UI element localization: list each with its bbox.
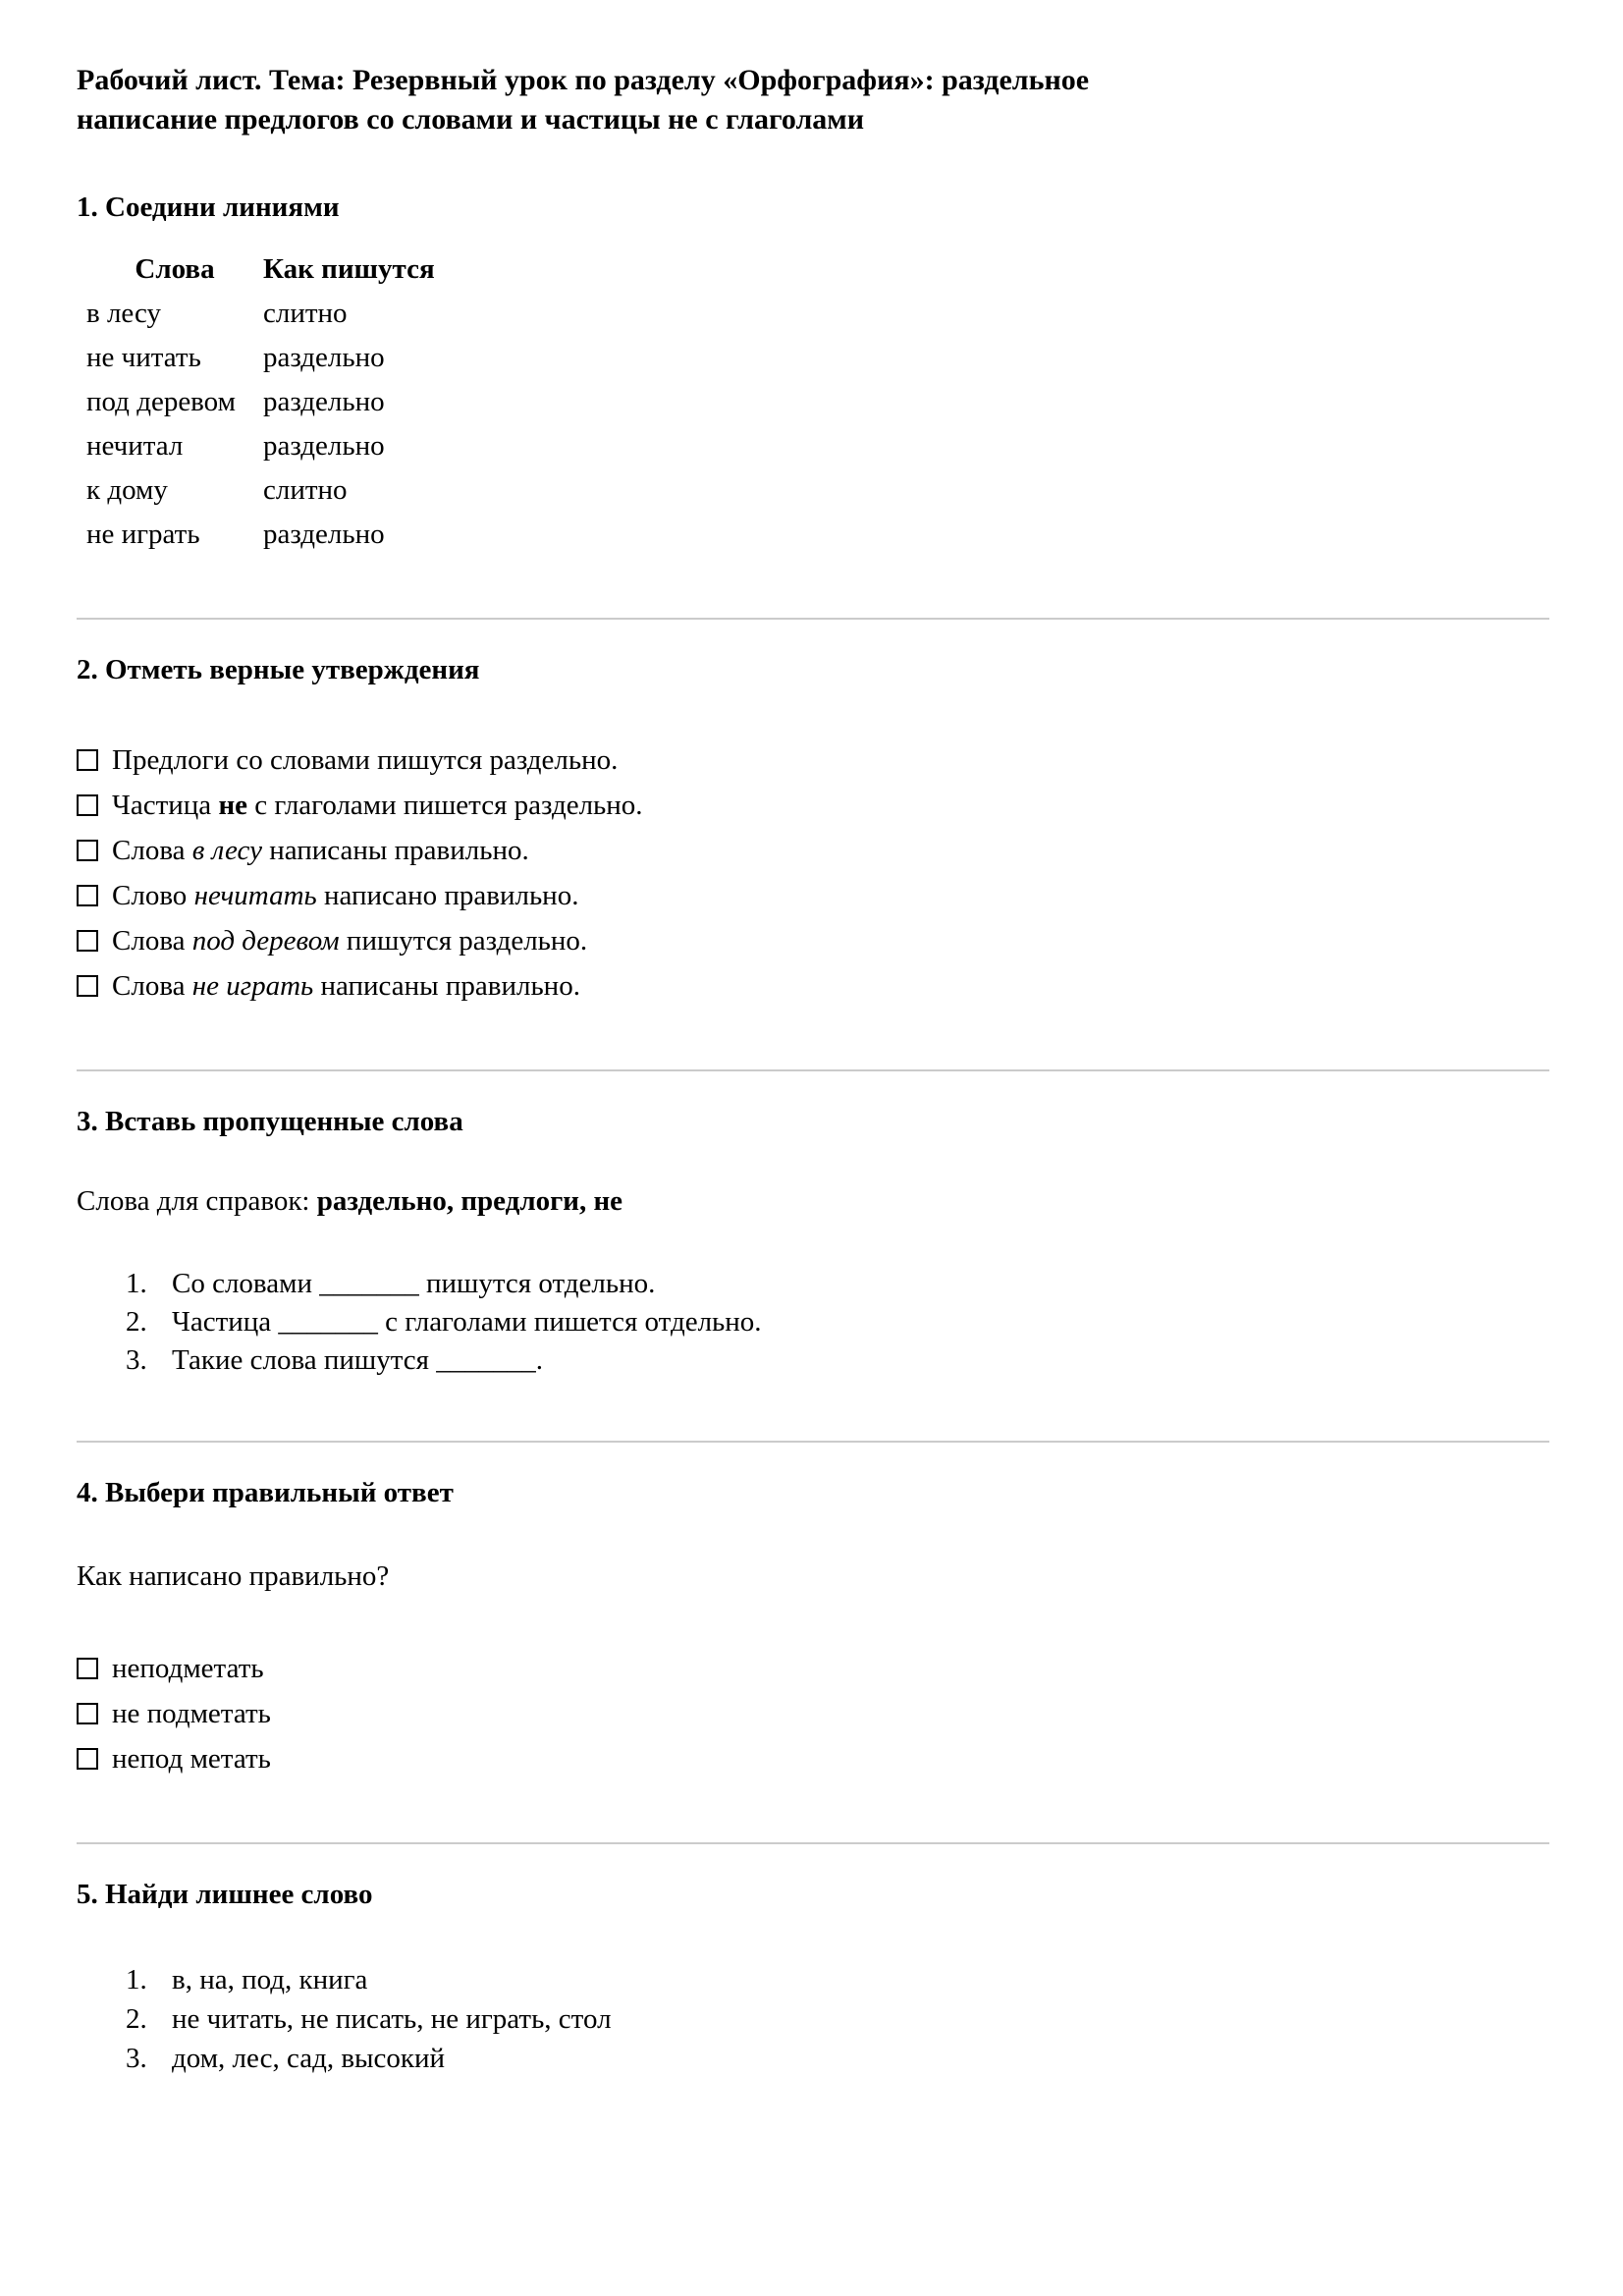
statement-item [77,873,1549,918]
statement-item [77,918,1549,963]
statement-checkbox[interactable] [77,930,98,952]
page-title: Рабочий лист. Тема: Резервный урок по разделу «Орфография»: раздельное написание предлогов со словами и частицы не с глаголами [77,64,1090,136]
section-divider [77,1069,1549,1071]
section-true-statements [77,651,1549,1009]
statement-item [77,783,1549,828]
option-label: неподметать [112,1653,264,1684]
statement-item [77,963,1549,1009]
section-divider [77,1842,1549,1844]
statement-text: Слово нечитать написано правильно. [112,880,579,911]
list-item [126,1341,1549,1380]
section-divider [77,618,1549,620]
odd-word-list [77,1960,1549,2078]
answer-option [77,1736,1549,1781]
match-answer: слитно [263,298,348,329]
section4-heading: 4. Выбери правильный ответ [77,1477,454,1508]
statement-text: Слова под деревом пишутся раздельно. [112,925,588,957]
answer-option [77,1691,1549,1736]
match-answer: раздельно [263,386,385,417]
statement-checkbox[interactable] [77,975,98,997]
statement-checkbox[interactable] [77,749,98,771]
section-fill-blanks [77,1103,1549,1380]
item-number: 3. [126,1344,147,1376]
list-item [126,2039,1549,2078]
match-word: под деревом [86,386,236,417]
match-row [86,424,1549,468]
section2-heading: 2. Отметь верные утверждения [77,654,480,685]
statement-text: Слова не играть написаны правильно. [112,970,580,1002]
option-checkbox[interactable] [77,1703,98,1724]
fill-blanks-list [77,1265,1549,1380]
list-item [126,1265,1549,1303]
match-word: не играть [86,519,200,550]
list-item [126,1999,1549,2039]
section-divider [77,1441,1549,1443]
match-row [86,468,1549,513]
reference-words-line [77,1179,1549,1224]
statement-text: Слова в лесу написаны правильно. [112,835,529,866]
match-answer: раздельно [263,430,385,462]
option-label: непод метать [112,1743,271,1775]
statement-item [77,738,1549,783]
section-odd-word [77,1876,1549,2078]
statement-checkbox[interactable] [77,885,98,906]
match-row [86,292,1549,336]
section5-heading: 5. Найди лишнее слово [77,1879,373,1910]
match-word: нечитал [86,430,184,462]
match-col-how-header: Как пишутся [263,253,435,285]
list-item [126,1303,1549,1341]
match-word: к дому [86,474,168,506]
match-table [86,247,1549,557]
match-word: в лесу [86,298,161,329]
section-choose-answer [77,1474,1549,1781]
section3-heading: 3. Вставь пропущенные слова [77,1106,463,1137]
item-number: 2. [126,2003,147,2035]
item-number: 3. [126,2043,147,2074]
match-row [86,336,1549,380]
statement-checkbox[interactable] [77,794,98,816]
answer-option [77,1646,1549,1691]
reference-words-label: Слова для справок: [77,1185,317,1217]
list-item [126,1960,1549,1999]
word-group: дом, лес, сад, высокий [172,2043,446,2074]
statements-list [77,738,1549,1009]
question-text: Как написано правильно? [77,1560,390,1592]
reference-words: раздельно, предлоги, не [316,1185,623,1217]
match-row [86,380,1549,424]
section1-heading: 1. Соедини линиями [77,191,340,223]
option-checkbox[interactable] [77,1658,98,1679]
answer-options-list [77,1646,1549,1781]
item-number: 2. [126,1306,147,1338]
match-answer: раздельно [263,342,385,373]
fill-blank-sentence[interactable]: Со словами _______ пишутся отдельно. [172,1268,656,1299]
word-group: не читать, не писать, не играть, стол [172,2003,612,2035]
statement-checkbox[interactable] [77,840,98,861]
item-number: 1. [126,1964,147,1995]
match-table-header [86,247,1549,292]
word-group: в, на, под, книга [172,1964,368,1995]
match-col-words-header: Слова [135,253,215,285]
match-answer: раздельно [263,519,385,550]
statement-text: Частица не с глаголами пишется раздельно. [112,790,643,821]
option-label: не подметать [112,1698,271,1729]
statement-item [77,828,1549,873]
section-match-lines [77,189,1549,557]
match-word: не читать [86,342,201,373]
option-checkbox[interactable] [77,1748,98,1770]
fill-blank-sentence[interactable]: Частица _______ с глаголами пишется отдельно. [172,1306,762,1338]
statement-text: Предлоги со словами пишутся раздельно. [112,744,619,776]
match-row [86,513,1549,557]
fill-blank-sentence[interactable]: Такие слова пишутся _______. [172,1344,543,1376]
match-answer: слитно [263,474,348,506]
item-number: 1. [126,1268,147,1299]
